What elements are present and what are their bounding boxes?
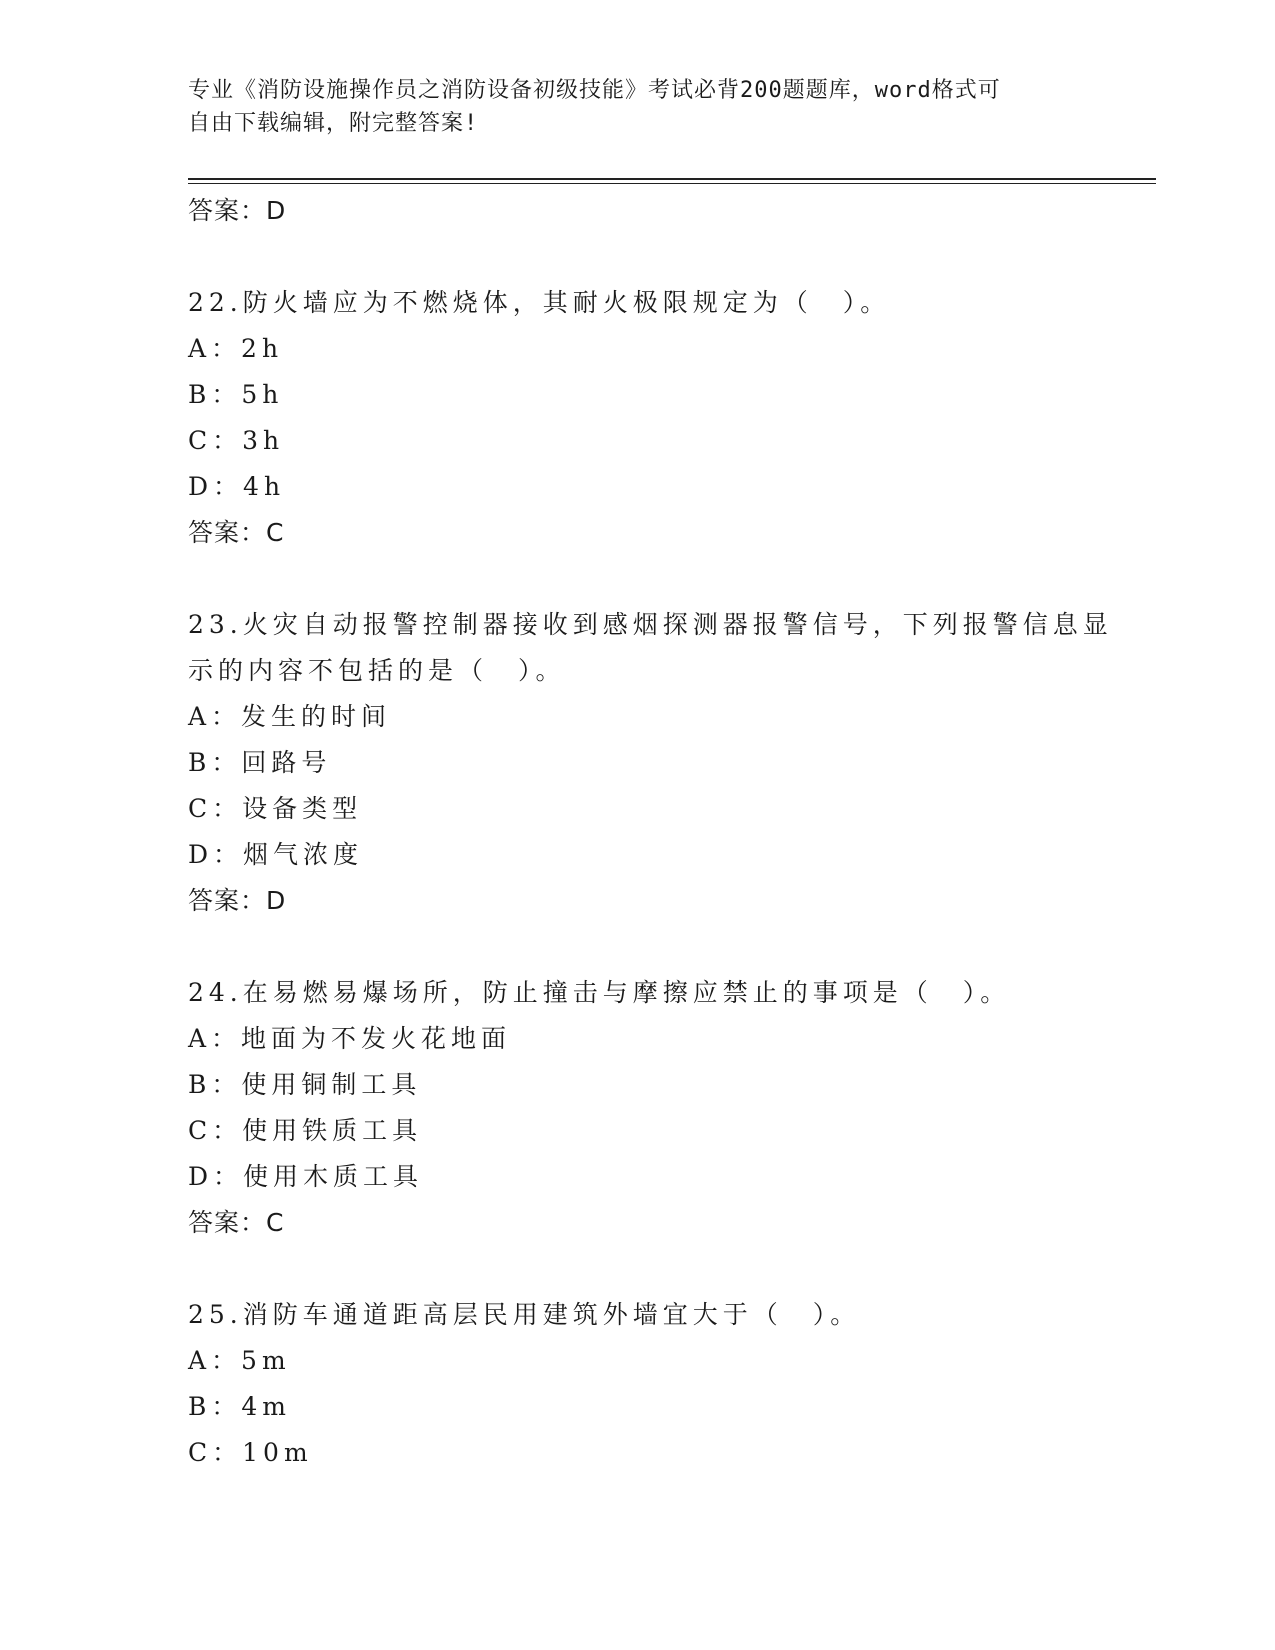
question-text-continued: 示的内容不包括的是（ ）。 — [188, 656, 566, 685]
question-23 — [188, 602, 1148, 924]
option-c: C：10m — [188, 1438, 313, 1467]
option-d: D：4h — [188, 472, 286, 501]
option-c: C：3h — [188, 426, 285, 455]
answer-line: 答案：D — [188, 886, 287, 915]
spacer — [188, 234, 1148, 280]
answer-line: 答案：C — [188, 518, 285, 547]
header-line-2: 自由下载编辑，附完整答案! — [188, 111, 479, 136]
option-a: A：地面为不发火花地面 — [188, 1024, 512, 1053]
document-header — [188, 74, 1088, 140]
option-c: C：使用铁质工具 — [188, 1116, 423, 1145]
option-a: A：5m — [188, 1346, 291, 1375]
header-rule-thin — [188, 183, 1156, 184]
option-b: B：回路号 — [188, 748, 332, 777]
option-b: B：使用铜制工具 — [188, 1070, 422, 1099]
question-24 — [188, 970, 1148, 1246]
option-b: B：5h — [188, 380, 284, 409]
question-22 — [188, 280, 1148, 556]
option-b: B：4m — [188, 1392, 291, 1421]
question-text: 24.在易燃易爆场所，防止撞击与摩擦应禁止的事项是（ ）。 — [188, 978, 1011, 1007]
question-text: 25.消防车通道距高层民用建筑外墙宜大于（ ）。 — [188, 1300, 861, 1329]
question-text: 23.火灾自动报警控制器接收到感烟探测器报警信号，下列报警信息显 — [188, 610, 1113, 639]
option-d: D：使用木质工具 — [188, 1162, 424, 1191]
spacer — [188, 1246, 1148, 1292]
spacer — [188, 924, 1148, 970]
header-rule-thick — [188, 178, 1156, 180]
answer-line: 答案：C — [188, 1208, 285, 1237]
spacer — [188, 556, 1148, 602]
option-c: C：设备类型 — [188, 794, 363, 823]
option-d: D：烟气浓度 — [188, 840, 364, 869]
header-line-1: 专业《消防设施操作员之消防设备初级技能》考试必背200题题库，word格式可 — [188, 78, 1001, 103]
question-25 — [188, 1292, 1148, 1476]
question-text: 22.防火墙应为不燃烧体，其耐火极限规定为（ ）。 — [188, 288, 891, 317]
option-a: A：发生的时间 — [188, 702, 392, 731]
question-list — [188, 188, 1148, 1476]
answer-line: 答案：D — [188, 196, 287, 225]
option-a: A：2h — [188, 334, 284, 363]
